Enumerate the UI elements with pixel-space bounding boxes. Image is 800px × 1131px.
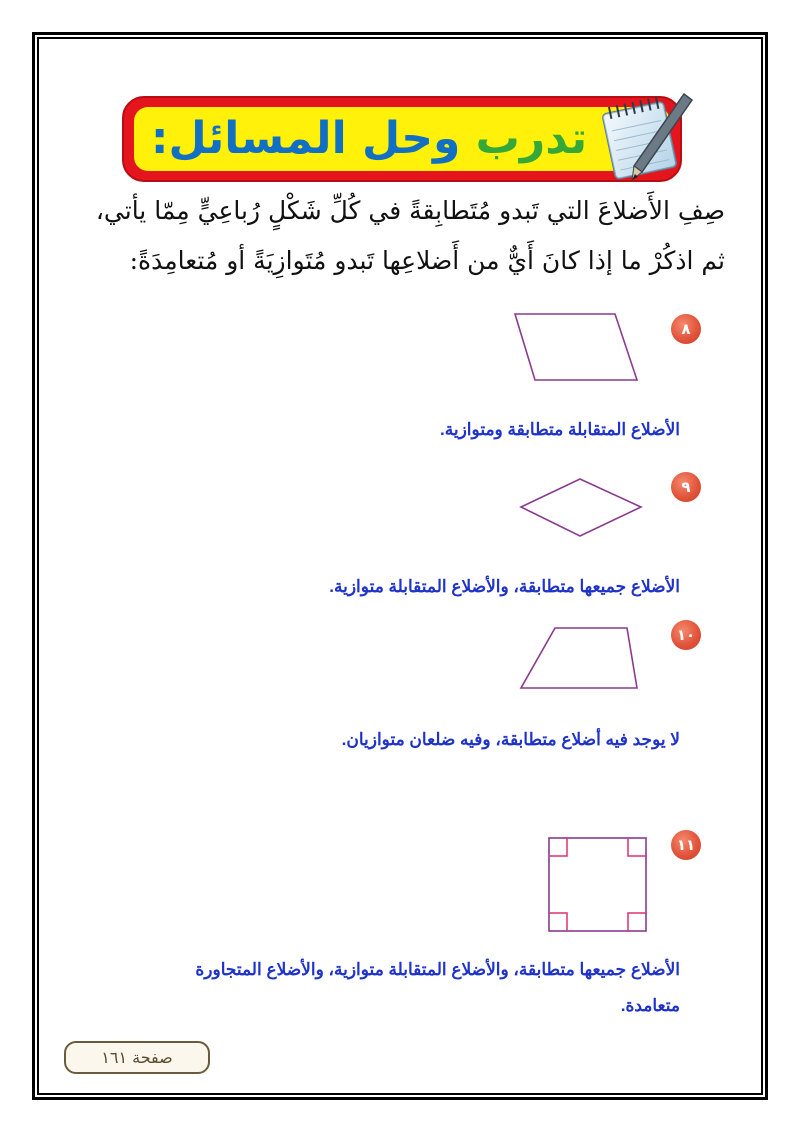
trapezoid-shape: [513, 620, 645, 695]
problem-number-badge: ١١: [671, 830, 701, 860]
banner-inner: [134, 107, 670, 171]
square-shape: [545, 835, 651, 935]
rhombus-shape: [518, 475, 646, 540]
page-number-box: [64, 1041, 210, 1074]
problem-number-badge: ٩: [671, 472, 701, 502]
answer-text: الأضلاع جميعها متطابقة، والأضلاع المتقابلة متوازية.: [329, 577, 680, 596]
answer-text: الأضلاع المتقابلة متطابقة ومتوازية.: [440, 420, 680, 439]
banner-word-solve: وحل المسائل:: [150, 113, 461, 164]
problem-number-badge: ١٠: [671, 620, 701, 650]
parallelogram-shape: [505, 310, 645, 385]
answer-text: الأضلاع جميعها متطابقة، والأضلاع المتقابلة متوازية، والأضلاع المتجاورة: [195, 960, 680, 979]
page-number: صفحة ١٦١: [101, 1048, 173, 1067]
problem-number-badge: ٨: [671, 314, 701, 344]
notepad-pencil-icon: [592, 88, 700, 186]
instruction-line-2: ثم اذكُرْ ما إذا كانَ أَيٌّ من أَضلاعِها تَبدو مُتَوازِيَةً أو مُتعامِدَةً:: [129, 246, 725, 275]
instruction-line-1: صِفِ الأَضلاعَ التي تَبدو مُتَطابِقةً في كُلِّ شَكْلٍ رُباعِيٍّ مِمّا يأتي،: [95, 196, 725, 225]
banner-word-practice: تدرب: [475, 113, 588, 164]
banner-title: [134, 107, 604, 171]
answer-text-continued: متعامدة.: [620, 996, 680, 1015]
answer-text: لا يوجد فيه أضلاع متطابقة، وفيه ضلعان متوازيان.: [341, 730, 680, 749]
